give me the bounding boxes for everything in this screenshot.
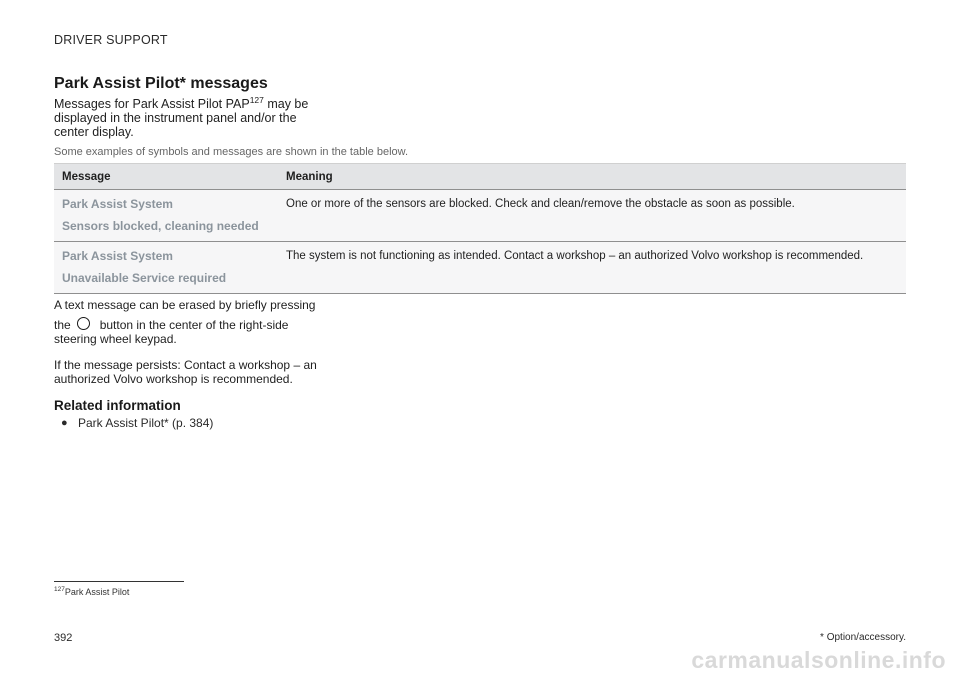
para2-line-1: If the message persists: Contact a workshop – an — [54, 358, 317, 372]
intro-line-1-text: Messages for Park Assist Pilot PAP — [54, 97, 250, 111]
message-line: Unavailable Service required — [62, 271, 227, 285]
footnote-reference[interactable]: 127 — [249, 94, 264, 105]
para1-line-2 — [54, 317, 329, 332]
para1-line-1: A text message can be erased by briefly pressing — [54, 298, 316, 312]
footnote-text: Park Assist Pilot — [64, 587, 130, 597]
message-line: Park Assist System — [62, 197, 173, 211]
column-header-message: Message — [54, 164, 278, 190]
related-information-list — [54, 415, 213, 431]
para1-line-3: steering wheel keypad. — [54, 332, 177, 346]
page-title: Park Assist Pilot* messages — [54, 75, 268, 92]
message-cell — [54, 190, 278, 242]
intro-paragraph — [54, 94, 324, 139]
message-line: Sensors blocked, cleaning needed — [62, 219, 259, 233]
intro-line-3: center display. — [54, 125, 134, 139]
message-cell — [54, 242, 278, 294]
footnote-divider — [54, 581, 184, 582]
para1-line-2-text: the — [54, 318, 71, 332]
watermark-logo: carmanualsonline.info — [691, 647, 946, 673]
intro-line-1 — [54, 94, 324, 111]
related-link[interactable]: Park Assist Pilot* (p. 384) — [78, 416, 214, 430]
para2-line-2: authorized Volvo workshop is recommended. — [54, 372, 293, 386]
section-header: DRIVER SUPPORT — [54, 33, 168, 47]
option-accessory-note: * Option/accessory. — [820, 632, 906, 643]
page-number: 392 — [54, 632, 73, 644]
intro-line-1-tail: may be — [263, 97, 309, 111]
persists-paragraph — [54, 358, 329, 386]
message-line: Park Assist System — [62, 249, 173, 263]
table-header-row — [54, 164, 906, 190]
circle-button-icon — [77, 317, 90, 330]
table-row — [54, 190, 906, 242]
table-caption: Some examples of symbols and messages are shown in the table below. — [54, 146, 409, 158]
bullet-icon: ● — [61, 417, 68, 429]
list-item[interactable] — [54, 415, 213, 431]
intro-line-2: displayed in the instrument panel and/or the — [54, 111, 297, 125]
footnote — [54, 586, 129, 597]
meaning-cell: The system is not functioning as intended. Contact a workshop – an authorized Volvo workshop is recommended. — [278, 242, 906, 294]
messages-table — [54, 163, 906, 294]
meaning-cell: One or more of the sensors are blocked. Check and clean/remove the obstacle as soon as possible. — [278, 190, 906, 242]
related-information-heading: Related information — [54, 398, 181, 413]
erase-message-paragraph — [54, 298, 329, 346]
para1-line-2-tail: button in the center of the right-side — [99, 318, 289, 332]
table-row — [54, 242, 906, 294]
footnote-number: 127 — [54, 586, 65, 593]
column-header-meaning: Meaning — [278, 164, 906, 190]
